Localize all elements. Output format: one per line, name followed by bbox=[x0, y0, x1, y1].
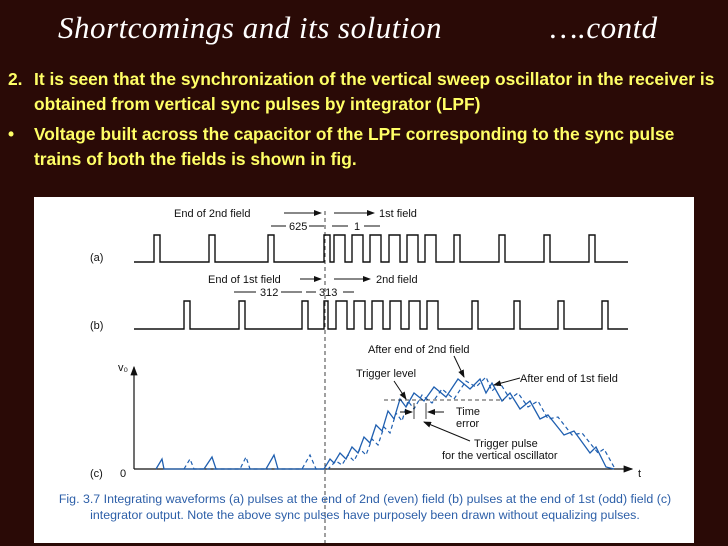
slide-title bbox=[58, 10, 678, 56]
label-end-1st-field: End of 1st field bbox=[208, 274, 281, 286]
label-1: 1 bbox=[354, 221, 361, 233]
label-a: (a) bbox=[90, 252, 104, 264]
label-t: t bbox=[638, 468, 642, 480]
label-1st-field: 1st field bbox=[379, 208, 417, 220]
title-text: Shortcomings and its solution bbox=[58, 10, 442, 45]
label-312: 312 bbox=[260, 287, 279, 299]
bullet-marker-1: 2. bbox=[8, 69, 23, 89]
label-zero: 0 bbox=[120, 468, 127, 480]
label-end-2nd-field: End of 2nd field bbox=[174, 208, 251, 220]
label-trigger-pulse-1: Trigger pulse bbox=[474, 438, 538, 450]
label-after-2nd-field: After end of 2nd field bbox=[368, 344, 470, 356]
waveform-a bbox=[134, 235, 628, 262]
figure-caption: Fig. 3.7 Integrating waveforms (a) pulses at the end of 2nd (even) field (b) pulses at the end of 1st (odd) field (c) integrator output. Note the above sync pulses have purposely been drawn without equalizing pulses. bbox=[58, 492, 672, 522]
label-313: 313 bbox=[319, 287, 338, 299]
waveform-b bbox=[134, 301, 628, 329]
label-v0: v₀ bbox=[118, 362, 129, 374]
bullet-list bbox=[8, 67, 724, 177]
figure-panel bbox=[34, 197, 694, 543]
label-trigger-pulse-2: for the vertical oscillator bbox=[442, 450, 558, 462]
label-time-error-1: Time bbox=[456, 406, 481, 418]
label-trigger-level: Trigger level bbox=[356, 368, 417, 380]
bullet-marker-2: • bbox=[8, 124, 15, 144]
bullet-item-1 bbox=[8, 67, 724, 116]
bullet-text-2: Voltage built across the capacitor of the LPF corresponding to the sync pulse trains of both the fields is shown in fig. bbox=[34, 124, 675, 169]
label-c: (c) bbox=[90, 468, 103, 480]
title-contd: ….contd bbox=[550, 10, 658, 45]
label-after-1st-field: After end of 1st field bbox=[520, 373, 618, 385]
label-b: (b) bbox=[90, 320, 104, 332]
label-time-error-2: error bbox=[456, 418, 480, 430]
label-2nd-field: 2nd field bbox=[376, 274, 418, 286]
label-625: 625 bbox=[289, 221, 308, 233]
bullet-text-1: It is seen that the synchronization of the vertical sweep oscillator in the receiver is obtained from vertical sync pulses by integrator (LPF) bbox=[34, 69, 715, 114]
bullet-item-2 bbox=[8, 122, 724, 171]
